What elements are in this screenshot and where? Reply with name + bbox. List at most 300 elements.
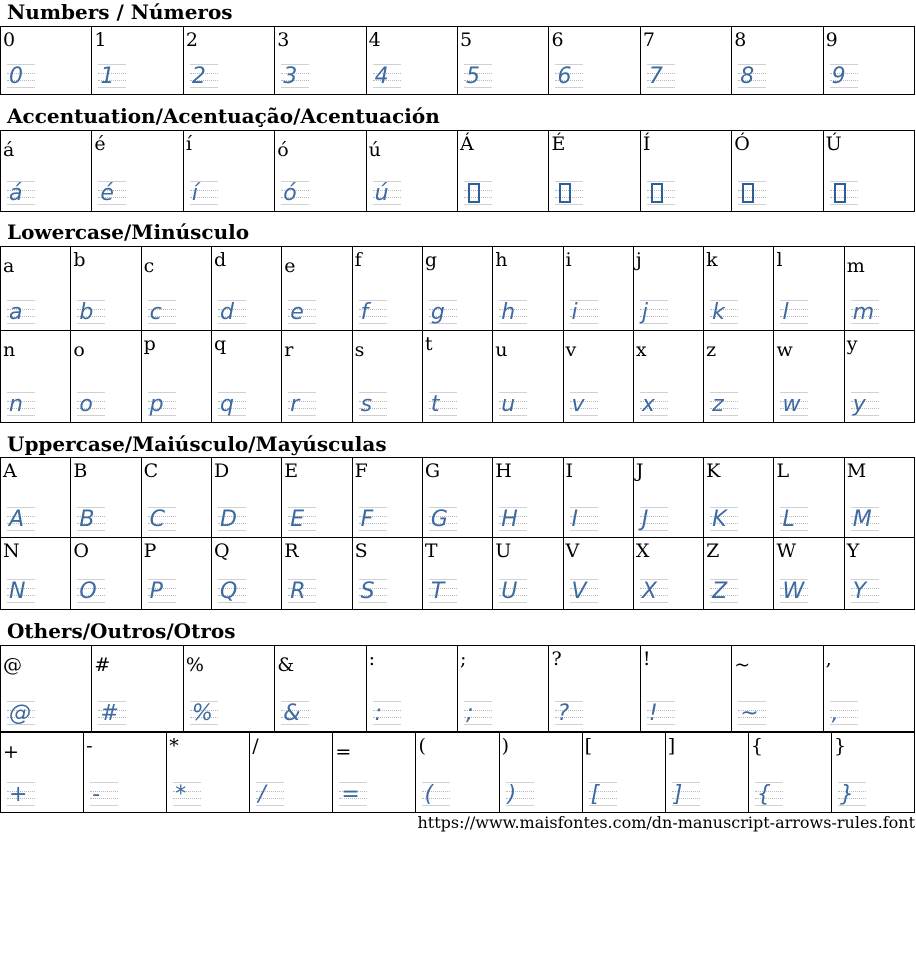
glyph-sample <box>218 300 246 324</box>
glyph-label: T <box>424 540 438 562</box>
manuscript-glyph: á <box>9 181 23 206</box>
manuscript-glyph: / <box>258 782 266 807</box>
glyph-label: F <box>354 460 368 482</box>
glyph-sample <box>830 701 858 725</box>
missing-glyph-box <box>559 183 571 203</box>
manuscript-glyph: G <box>430 507 448 532</box>
glyph-sample <box>710 579 738 603</box>
glyph-cell <box>282 457 352 538</box>
glyph-sample <box>7 507 35 531</box>
glyph-cell <box>493 331 563 423</box>
glyph-label: : <box>368 648 376 670</box>
glyph-sample <box>640 507 668 531</box>
glyph-label: m <box>846 255 865 277</box>
glyph-label: w <box>776 339 793 361</box>
glyph-sample <box>640 392 668 416</box>
glyph-cell <box>142 331 212 423</box>
glyph-label: & <box>277 654 295 676</box>
glyph-sample <box>373 701 401 725</box>
glyph-label: ! <box>642 648 651 670</box>
glyph-label: v <box>565 339 577 361</box>
glyph-cell <box>732 26 823 95</box>
manuscript-glyph: Y <box>852 579 867 604</box>
glyph-sample <box>77 579 105 603</box>
manuscript-glyph: R <box>290 579 306 604</box>
glyph-label: á <box>3 139 15 161</box>
manuscript-glyph: ( <box>424 782 434 807</box>
manuscript-glyph: = <box>341 782 360 807</box>
glyph-sample <box>190 64 218 88</box>
glyph-cell <box>184 26 275 95</box>
manuscript-glyph: b <box>79 300 94 325</box>
manuscript-glyph: ~ <box>740 701 759 726</box>
lowercase-row-2 <box>0 331 915 423</box>
glyph-label: U <box>495 540 512 562</box>
glyph-label: d <box>213 249 227 271</box>
glyph-cell <box>416 732 499 813</box>
glyph-label: X <box>635 540 650 562</box>
glyph-label: r <box>284 339 294 361</box>
glyph-sample <box>359 392 387 416</box>
manuscript-glyph: g <box>430 300 445 325</box>
glyph-label: M <box>846 460 867 482</box>
guide-line <box>738 181 766 182</box>
glyph-label: Y <box>846 540 860 562</box>
missing-glyph-box <box>742 183 754 203</box>
glyph-cell <box>92 645 183 732</box>
glyph-cell <box>84 732 167 813</box>
glyph-cell <box>666 732 749 813</box>
glyph-sample <box>281 64 309 88</box>
manuscript-glyph: B <box>79 507 95 532</box>
glyph-cell <box>732 645 823 732</box>
glyph-cell <box>1 26 92 95</box>
manuscript-glyph: 4 <box>374 64 389 89</box>
glyph-cell <box>92 26 183 95</box>
guide-line <box>647 181 675 182</box>
manuscript-glyph: C <box>149 507 165 532</box>
glyph-label: f <box>354 249 362 271</box>
glyph-cell <box>583 732 666 813</box>
manuscript-glyph: é <box>100 181 114 206</box>
glyph-label: q <box>213 333 227 355</box>
glyph-label: 7 <box>642 29 655 51</box>
glyph-sample <box>7 782 35 806</box>
glyph-label: + <box>3 741 19 763</box>
glyph-sample <box>710 507 738 531</box>
manuscript-glyph: q <box>219 392 234 417</box>
glyph-label: / <box>252 735 259 757</box>
manuscript-glyph: H <box>501 507 518 532</box>
manuscript-glyph: Q <box>219 579 238 604</box>
manuscript-glyph: P <box>149 579 163 604</box>
manuscript-glyph: V <box>571 579 587 604</box>
glyph-sample <box>464 64 492 88</box>
glyph-sample <box>77 392 105 416</box>
glyph-sample <box>780 507 808 531</box>
glyph-sample <box>755 782 783 806</box>
glyph-sample <box>851 392 879 416</box>
glyph-sample <box>647 701 675 725</box>
manuscript-glyph: [ <box>590 782 600 807</box>
manuscript-glyph: f <box>360 300 369 325</box>
glyph-label: k <box>706 249 718 271</box>
glyph-label: Q <box>213 540 230 562</box>
manuscript-glyph: r <box>290 392 300 417</box>
glyph-sample <box>851 579 879 603</box>
manuscript-glyph: & <box>283 701 301 726</box>
glyph-sample <box>710 392 738 416</box>
glyph-sample <box>218 579 246 603</box>
glyph-cell <box>1 331 71 423</box>
numbers-row <box>0 26 915 95</box>
glyph-sample <box>429 300 457 324</box>
glyph-cell <box>167 732 250 813</box>
glyph-cell <box>634 246 704 331</box>
glyph-sample <box>464 181 492 205</box>
guide-line <box>464 181 492 182</box>
glyph-sample <box>672 782 700 806</box>
glyph-label: O <box>73 540 89 562</box>
glyph-cell <box>92 130 183 212</box>
manuscript-glyph: - <box>92 782 101 807</box>
glyph-cell <box>493 457 563 538</box>
manuscript-glyph: F <box>360 507 374 532</box>
guide-line <box>830 181 858 182</box>
glyph-cell <box>641 130 732 212</box>
glyph-cell <box>353 246 423 331</box>
glyph-label: Í <box>642 133 651 155</box>
manuscript-glyph: í <box>191 181 198 206</box>
glyph-sample <box>359 507 387 531</box>
guide-line <box>830 204 858 205</box>
glyph-label: s <box>354 339 365 361</box>
manuscript-glyph: x <box>641 392 655 417</box>
manuscript-glyph: 0 <box>9 64 23 89</box>
glyph-cell <box>1 645 92 732</box>
manuscript-glyph: 7 <box>648 64 663 89</box>
glyph-sample <box>738 181 766 205</box>
glyph-sample <box>429 579 457 603</box>
glyph-sample <box>589 782 617 806</box>
glyph-cell <box>275 645 366 732</box>
glyph-cell <box>549 26 640 95</box>
manuscript-glyph: } <box>839 782 854 807</box>
glyph-sample <box>555 701 583 725</box>
manuscript-glyph: z <box>712 392 724 417</box>
glyph-sample <box>7 300 35 324</box>
accentuation-row <box>0 130 915 212</box>
glyph-sample <box>499 579 527 603</box>
manuscript-glyph: # <box>100 701 119 726</box>
glyph-sample <box>464 701 492 725</box>
glyph-label: ~ <box>734 654 751 676</box>
glyph-sample <box>148 300 176 324</box>
manuscript-glyph: N <box>9 579 26 604</box>
glyph-label: @ <box>3 654 22 676</box>
glyph-sample <box>190 701 218 725</box>
glyph-label: í <box>185 133 192 155</box>
glyph-sample <box>429 392 457 416</box>
glyph-label: B <box>73 460 88 482</box>
manuscript-glyph: , <box>831 701 839 726</box>
glyph-label: o <box>73 339 85 361</box>
glyph-cell <box>493 538 563 610</box>
glyph-cell <box>142 457 212 538</box>
glyph-sample <box>555 181 583 205</box>
glyph-sample <box>838 782 866 806</box>
section-title-accentuation: Accentuation/Acentuação/Acentuación <box>7 104 440 128</box>
manuscript-glyph: k <box>712 300 725 325</box>
manuscript-glyph: ó <box>283 181 297 206</box>
glyph-cell <box>71 538 141 610</box>
manuscript-glyph: E <box>290 507 305 532</box>
section-title-lowercase: Lowercase/Minúsculo <box>7 220 250 244</box>
manuscript-glyph: 2 <box>191 64 206 89</box>
glyph-cell <box>423 331 493 423</box>
glyph-cell <box>333 732 416 813</box>
glyph-sample <box>7 64 35 88</box>
glyph-label: é <box>94 133 106 155</box>
missing-glyph-box <box>468 183 480 203</box>
manuscript-glyph: s <box>360 392 373 417</box>
glyph-label: R <box>284 540 299 562</box>
manuscript-glyph: U <box>501 579 518 604</box>
glyph-sample <box>499 300 527 324</box>
glyph-cell <box>458 26 549 95</box>
manuscript-glyph: e <box>290 300 304 325</box>
manuscript-glyph: K <box>712 507 727 532</box>
glyph-label: a <box>3 255 15 277</box>
glyph-label: ] <box>667 735 676 757</box>
glyph-label: = <box>335 741 352 763</box>
glyph-label: S <box>354 540 368 562</box>
glyph-label: 4 <box>368 29 381 51</box>
glyph-label: ; <box>460 648 467 670</box>
glyph-sample <box>77 300 105 324</box>
glyph-sample <box>218 507 246 531</box>
glyph-sample <box>738 701 766 725</box>
glyph-cell <box>353 457 423 538</box>
glyph-label: - <box>86 735 93 757</box>
manuscript-glyph: o <box>79 392 93 417</box>
glyph-sample <box>780 300 808 324</box>
glyph-cell <box>184 130 275 212</box>
guide-line <box>738 204 766 205</box>
glyph-sample <box>190 181 218 205</box>
glyph-cell <box>493 246 563 331</box>
glyph-cell <box>367 26 458 95</box>
glyph-sample <box>256 782 284 806</box>
glyph-label: A <box>3 460 17 482</box>
glyph-sample <box>288 392 316 416</box>
glyph-sample <box>288 507 316 531</box>
glyph-sample <box>288 300 316 324</box>
manuscript-glyph: ; <box>466 701 474 726</box>
glyph-label: ó <box>277 139 289 161</box>
glyph-label: L <box>776 460 790 482</box>
manuscript-glyph: * <box>175 782 187 807</box>
others-row-1 <box>0 645 915 732</box>
glyph-sample <box>373 181 401 205</box>
glyph-cell <box>367 645 458 732</box>
manuscript-glyph: O <box>79 579 97 604</box>
glyph-cell <box>1 538 71 610</box>
manuscript-glyph: I <box>571 507 578 532</box>
uppercase-row-2 <box>0 538 915 610</box>
glyph-cell <box>458 645 549 732</box>
glyph-label: 9 <box>825 29 838 51</box>
glyph-cell <box>1 246 71 331</box>
glyph-label: 8 <box>734 29 747 51</box>
glyph-label: n <box>3 339 16 361</box>
glyph-label: 2 <box>185 29 198 51</box>
manuscript-glyph: D <box>219 507 237 532</box>
glyph-cell <box>184 645 275 732</box>
glyph-cell <box>353 331 423 423</box>
footer-url[interactable]: https://www.maisfontes.com/dn-manuscript-arrows-rules.font <box>417 813 915 832</box>
glyph-cell <box>641 645 732 732</box>
glyph-label: e <box>284 255 296 277</box>
glyph-cell <box>774 457 844 538</box>
glyph-cell <box>824 130 915 212</box>
glyph-sample <box>506 782 534 806</box>
glyph-sample <box>281 701 309 725</box>
glyph-label: ú <box>368 139 381 161</box>
manuscript-glyph: m <box>852 300 875 325</box>
glyph-label: Ó <box>734 133 750 155</box>
glyph-cell <box>549 645 640 732</box>
glyph-label: 1 <box>94 29 107 51</box>
manuscript-glyph: 1 <box>100 64 115 89</box>
glyph-sample <box>738 64 766 88</box>
manuscript-glyph: ú <box>374 181 389 206</box>
manuscript-glyph: p <box>149 392 164 417</box>
glyph-cell <box>282 331 352 423</box>
glyph-sample <box>7 701 35 725</box>
glyph-label: t <box>424 333 433 355</box>
glyph-sample <box>570 392 598 416</box>
glyph-cell <box>282 246 352 331</box>
manuscript-glyph: ] <box>673 782 683 807</box>
glyph-label: i <box>565 249 572 271</box>
glyph-cell <box>704 538 774 610</box>
manuscript-glyph: @ <box>9 701 31 726</box>
glyph-sample <box>570 300 598 324</box>
manuscript-glyph: n <box>9 392 23 417</box>
glyph-label: c <box>143 255 155 277</box>
glyph-cell <box>423 457 493 538</box>
glyph-sample <box>640 300 668 324</box>
manuscript-glyph: X <box>641 579 657 604</box>
glyph-sample <box>98 701 126 725</box>
manuscript-glyph: 9 <box>831 64 846 89</box>
glyph-label: [ <box>584 735 593 757</box>
lowercase-row-1 <box>0 246 915 331</box>
glyph-sample <box>373 64 401 88</box>
glyph-cell <box>774 246 844 331</box>
glyph-cell <box>564 246 634 331</box>
glyph-cell <box>564 457 634 538</box>
glyph-label: ) <box>501 735 509 757</box>
glyph-label: p <box>143 333 156 355</box>
glyph-cell <box>142 538 212 610</box>
manuscript-glyph: + <box>9 782 28 807</box>
glyph-sample <box>851 507 879 531</box>
glyph-label: j <box>635 249 642 271</box>
missing-glyph-box <box>834 183 846 203</box>
glyph-label: P <box>143 540 157 562</box>
manuscript-glyph: 6 <box>557 64 572 89</box>
glyph-cell <box>367 130 458 212</box>
manuscript-glyph: : <box>374 701 383 726</box>
glyph-label: x <box>635 339 647 361</box>
manuscript-glyph: c <box>149 300 162 325</box>
glyph-label: E <box>284 460 299 482</box>
manuscript-glyph: W <box>782 579 805 604</box>
manuscript-glyph: w <box>782 392 801 417</box>
glyph-cell <box>704 331 774 423</box>
glyph-label: % <box>185 654 204 676</box>
manuscript-glyph: % <box>191 701 213 726</box>
uppercase-row-1 <box>0 457 915 538</box>
glyph-sample <box>499 392 527 416</box>
glyph-cell <box>824 645 915 732</box>
glyph-cell <box>845 457 915 538</box>
guide-line <box>555 204 583 205</box>
glyph-cell <box>824 26 915 95</box>
glyph-label: h <box>495 249 508 271</box>
glyph-label: Ú <box>825 133 842 155</box>
glyph-sample <box>77 507 105 531</box>
glyph-label: { <box>750 735 763 757</box>
glyph-sample <box>851 300 879 324</box>
glyph-label: } <box>833 735 847 757</box>
manuscript-glyph: a <box>9 300 23 325</box>
glyph-cell <box>641 26 732 95</box>
glyph-sample <box>288 579 316 603</box>
glyph-label: ( <box>418 735 426 757</box>
manuscript-glyph: T <box>430 579 445 604</box>
glyph-label: Á <box>460 133 474 155</box>
glyph-cell <box>353 538 423 610</box>
glyph-cell <box>704 457 774 538</box>
guide-line <box>464 204 492 205</box>
glyph-label: K <box>706 460 721 482</box>
glyph-sample <box>570 507 598 531</box>
glyph-cell <box>774 331 844 423</box>
glyph-cell <box>1 457 71 538</box>
glyph-cell <box>732 130 823 212</box>
glyph-sample <box>647 64 675 88</box>
glyph-label: ? <box>551 648 562 670</box>
glyph-sample <box>7 392 35 416</box>
section-title-uppercase: Uppercase/Maiúsculo/Mayúsculas <box>7 432 387 456</box>
glyph-label: I <box>565 460 574 482</box>
glyph-sample <box>830 181 858 205</box>
glyph-sample <box>780 579 808 603</box>
glyph-label: * <box>169 735 179 757</box>
glyph-sample <box>640 579 668 603</box>
manuscript-glyph: J <box>641 507 649 532</box>
manuscript-glyph: u <box>501 392 516 417</box>
glyph-cell <box>275 26 366 95</box>
glyph-cell <box>634 538 704 610</box>
glyph-cell <box>212 331 282 423</box>
glyph-sample <box>90 782 118 806</box>
manuscript-glyph: t <box>430 392 440 417</box>
glyph-cell <box>634 457 704 538</box>
